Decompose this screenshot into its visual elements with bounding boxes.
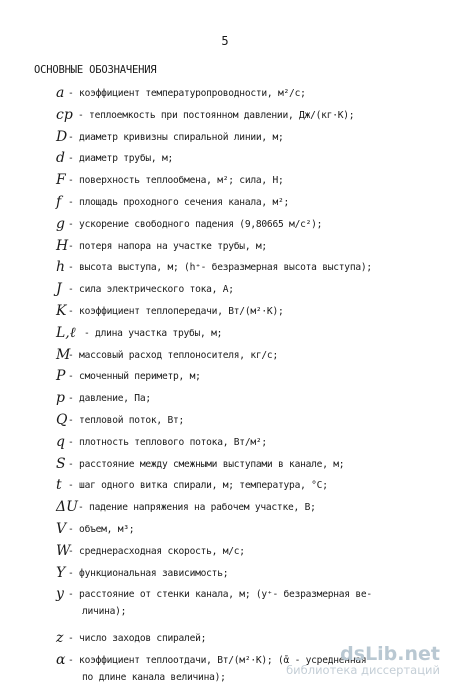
notation-symbol: L,ℓ <box>56 324 76 341</box>
notation-description: - плотность теплового потока, Вт/м²; <box>68 436 267 448</box>
notation-symbol: ΔU <box>56 499 78 516</box>
notation-symbol: p <box>56 390 65 407</box>
notation-description: - коэффициент температуропроводности, м²/с; <box>68 88 306 99</box>
notation-description: - расстояние от стенки канала, м; (y⁺- безразмерная ве- <box>68 589 372 601</box>
notation-description-continued: личина); <box>82 606 127 618</box>
notation-description: - теплоемкость при постоянном давлении, Дж/(кг·К); <box>78 109 355 121</box>
notation-symbol: z <box>56 630 64 646</box>
notation-symbol: cp <box>56 106 73 123</box>
notation-description: - коэффициент теплопередачи, Вт/(м²·К); <box>68 306 284 317</box>
notation-symbol: J <box>56 281 62 298</box>
notation-symbol: a <box>56 85 65 101</box>
section-heading: ОСНОВНЫЕ ОБОЗНАЧЕНИЯ <box>34 64 157 76</box>
notation-symbol: g <box>56 215 65 232</box>
notation-symbol: α <box>56 651 66 668</box>
notation-symbol: P <box>56 368 66 385</box>
notation-symbol: F <box>56 172 66 189</box>
notation-description: - расстояние между смежными выступами в канале, м; <box>68 458 345 470</box>
notation-description: - поверхность теплообмена, м²; сила, Н; <box>68 175 284 187</box>
notation-description: - объем, м³; <box>68 524 135 535</box>
notation-symbol: q <box>56 433 65 450</box>
notation-description: - смоченный периметр, м; <box>68 371 201 383</box>
notation-description: - число заходов спиралей; <box>68 633 207 644</box>
notation-description: - высота выступа, м; (h⁺- безразмерная высота выступа); <box>68 262 372 274</box>
notation-description: - тепловой поток, Вт; <box>68 415 185 426</box>
notation-symbol: h <box>56 259 66 276</box>
notation-description: - давление, Па; <box>68 393 151 405</box>
notation-description: - потеря напора на участке трубы, м; <box>68 240 267 252</box>
notation-description: - сила электрического тока, А; <box>68 284 234 296</box>
watermark-brand: dsLib.net <box>340 643 440 665</box>
notation-description: - длина участка трубы, м; <box>84 327 223 339</box>
notation-symbol: K <box>56 303 67 319</box>
notation-symbol: Y <box>56 564 66 581</box>
notation-symbol: Q <box>56 412 68 428</box>
notation-description: - массовый расход теплоносителя, кг/с; <box>68 349 278 361</box>
notation-symbol: V <box>56 521 67 537</box>
notation-symbol: W <box>56 542 71 559</box>
notation-description: - падение напряжения на рабочем участке, В; <box>78 502 316 514</box>
notation-symbol: t <box>56 477 62 494</box>
notation-description: - диаметр кривизны спиральной линии, м; <box>68 131 284 143</box>
notation-description: - функциональная зависимость; <box>68 567 229 579</box>
notation-description-continued: по длине канала величина); <box>82 671 226 683</box>
notation-description: - среднерасходная скорость, м/с; <box>68 545 245 557</box>
notation-symbol: D <box>56 128 68 145</box>
page-number: 5 <box>221 34 229 48</box>
notation-description: - ускорение свободного падения (9,80665 м/с²); <box>68 218 323 230</box>
notation-symbol: S <box>56 455 66 472</box>
notation-symbol: d <box>56 150 65 167</box>
notation-description: - диаметр трубы, м; <box>68 153 173 165</box>
notation-symbol: f <box>56 194 62 210</box>
notation-symbol: M <box>56 346 71 363</box>
notation-symbol: y <box>56 586 64 603</box>
watermark-subtitle: библиотека диссертаций <box>286 663 440 677</box>
notation-description: - площадь проходного сечения канала, м²; <box>68 197 290 208</box>
watermark <box>286 644 440 677</box>
notation-description: - шаг одного витка спирали, м; температура, °С; <box>68 480 328 492</box>
notation-description: - коэффициент теплоотдачи, Вт/(м²·К); (ᾱ - усредненная <box>68 654 367 666</box>
notation-symbol: H <box>56 237 69 254</box>
